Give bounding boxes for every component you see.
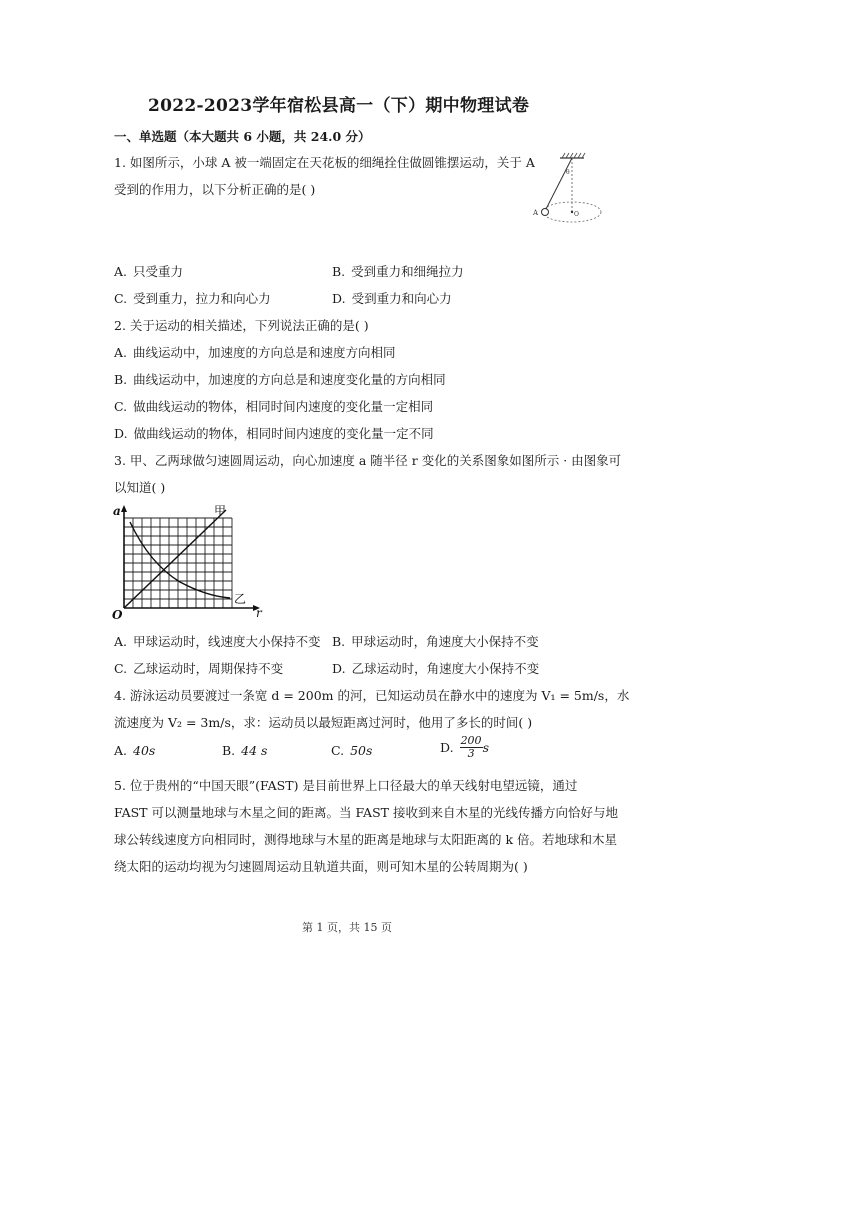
q2-option-c-letter: C. xyxy=(114,399,128,414)
q4-option-a-letter: A. xyxy=(114,743,128,758)
q1-stem-line2: 受到的作用力，以下分析正确的是( ) xyxy=(114,182,316,197)
q1-figure-label-theta: θ xyxy=(566,169,570,176)
q2-stem: 2. 关于运动的相关描述，下列说法正确的是( ) xyxy=(114,318,369,333)
q1-figure-label-a: A xyxy=(533,209,539,217)
q1-option-c-text: 受到重力，拉力和向心力 xyxy=(133,291,271,306)
q3-option-b-letter: B. xyxy=(332,634,346,649)
q2-option-c xyxy=(114,397,433,415)
q3-option-a xyxy=(114,632,321,650)
q3-stem-line1: 3. 甲、乙两球做匀速圆周运动，向心加速度 a 随半径 r 变化的关系图象如图所示 · 由图象可 xyxy=(114,453,622,468)
q3-option-b xyxy=(332,632,539,650)
q5-line4: 绕太阳的运动均视为匀速圆周运动且轨道共面，则可知木星的公转周期为( ) xyxy=(114,859,528,874)
q4-option-d-fraction xyxy=(460,735,483,760)
q3-curve-yi-label: 乙 xyxy=(234,592,247,606)
q1-option-b-letter: B. xyxy=(332,264,346,279)
q1-option-c xyxy=(114,289,271,307)
q1-option-d-letter: D. xyxy=(332,291,346,306)
q1-option-b-text: 受到重力和细绳拉力 xyxy=(351,264,464,279)
q2-option-d-text: 做曲线运动的物体，相同时间内速度的变化量一定不同 xyxy=(133,426,434,441)
q3-option-c-letter: C. xyxy=(114,661,128,676)
q4-option-d-letter: D. xyxy=(440,740,454,755)
q2-option-a-text: 曲线运动中，加速度的方向总是和速度方向相同 xyxy=(133,345,396,360)
q3-acceleration-radius-graph xyxy=(110,502,268,622)
q4-option-b-letter: B. xyxy=(222,743,236,758)
q4-option-c xyxy=(331,743,372,758)
q4-option-a xyxy=(114,743,155,758)
q3-option-c-text: 乙球运动时，周期保持不变 xyxy=(133,661,284,676)
q2-option-d-letter: D. xyxy=(114,426,128,441)
page-title: 2022-2023学年宿松县高一（下）期中物理试卷 xyxy=(148,96,530,116)
q2-option-b-letter: B. xyxy=(114,372,128,387)
q2-option-b-text: 曲线运动中，加速度的方向总是和速度变化量的方向相同 xyxy=(133,372,446,387)
q5-line2: FAST 可以测量地球与木星之间的距离。当 FAST 接收到来自木星的光线传播方向恰好与地 xyxy=(114,805,618,820)
q1-option-c-letter: C. xyxy=(114,291,128,306)
q4-option-a-text: 40s xyxy=(133,743,156,758)
q5-line1: 5. 位于贵州的“中国天眼”(FAST) 是目前世界上口径最大的单天线射电望远镜，通过 xyxy=(114,778,578,793)
q2-option-a xyxy=(114,343,396,361)
q4-option-b xyxy=(222,743,267,758)
q5-line3: 球公转线速度方向相同时，测得地球与木星的距离是地球与太阳距离的 k 倍。若地球和木星 xyxy=(114,832,618,847)
q1-option-b xyxy=(332,262,464,280)
q3-option-d xyxy=(332,659,539,677)
q3-y-axis-label: a xyxy=(113,504,121,518)
page-footer: 第 1 页，共 15 页 xyxy=(302,921,392,934)
q4-option-d-numerator: 200 xyxy=(460,734,482,747)
q4-option-c-text: 50s xyxy=(350,743,373,758)
q3-option-b-text: 甲球运动时，角速度大小保持不变 xyxy=(351,634,539,649)
q4-option-d-denominator: 3 xyxy=(467,747,475,760)
q3-curve-jia-label: 甲 xyxy=(214,504,227,518)
q3-option-a-text: 甲球运动时，线速度大小保持不变 xyxy=(133,634,321,649)
q1-stem-line1: 1. 如图所示，小球 A 被一端固定在天花板的细绳拴住做圆锥摆运动，关于 A xyxy=(114,155,535,170)
q2-option-d xyxy=(114,424,434,442)
q4-option-b-text: 44 s xyxy=(241,743,268,758)
q1-figure-label-o: O xyxy=(574,211,579,218)
q3-option-d-text: 乙球运动时，角速度大小保持不变 xyxy=(351,661,540,676)
q1-option-a-letter: A. xyxy=(114,264,128,279)
q1-option-a xyxy=(114,262,183,280)
q3-option-a-letter: A. xyxy=(114,634,128,649)
q4-stem-line2: 流速度为 V₂ = 3m/s，求：运动员以最短距离过河时，他用了多长的时间( ) xyxy=(114,715,533,730)
q3-origin-label: O xyxy=(112,608,123,622)
q1-option-d-text: 受到重力和向心力 xyxy=(351,291,452,306)
q2-option-c-text: 做曲线运动的物体，相同时间内速度的变化量一定相同 xyxy=(133,399,434,414)
q4-option-d xyxy=(440,735,489,760)
q2-option-b xyxy=(114,370,446,388)
q3-option-d-letter: D. xyxy=(332,661,346,676)
q3-option-c xyxy=(114,659,283,677)
q3-stem-line2: 以知道( ) xyxy=(114,480,166,495)
section-header: 一、单选题（本大题共 6 小题，共 24.0 分） xyxy=(114,129,371,144)
q3-x-axis-label: r xyxy=(256,606,262,620)
q1-option-a-text: 只受重力 xyxy=(133,264,184,279)
q2-option-a-letter: A. xyxy=(114,345,128,360)
q1-option-d xyxy=(332,289,452,307)
q1-conical-pendulum-figure xyxy=(530,150,606,228)
q4-stem-line1: 4. 游泳运动员要渡过一条宽 d = 200m 的河，已知运动员在静水中的速度为 V₁ = 5m/s，水 xyxy=(114,688,630,703)
q4-option-c-letter: C. xyxy=(331,743,345,758)
q4-option-d-unit: s xyxy=(482,740,489,755)
